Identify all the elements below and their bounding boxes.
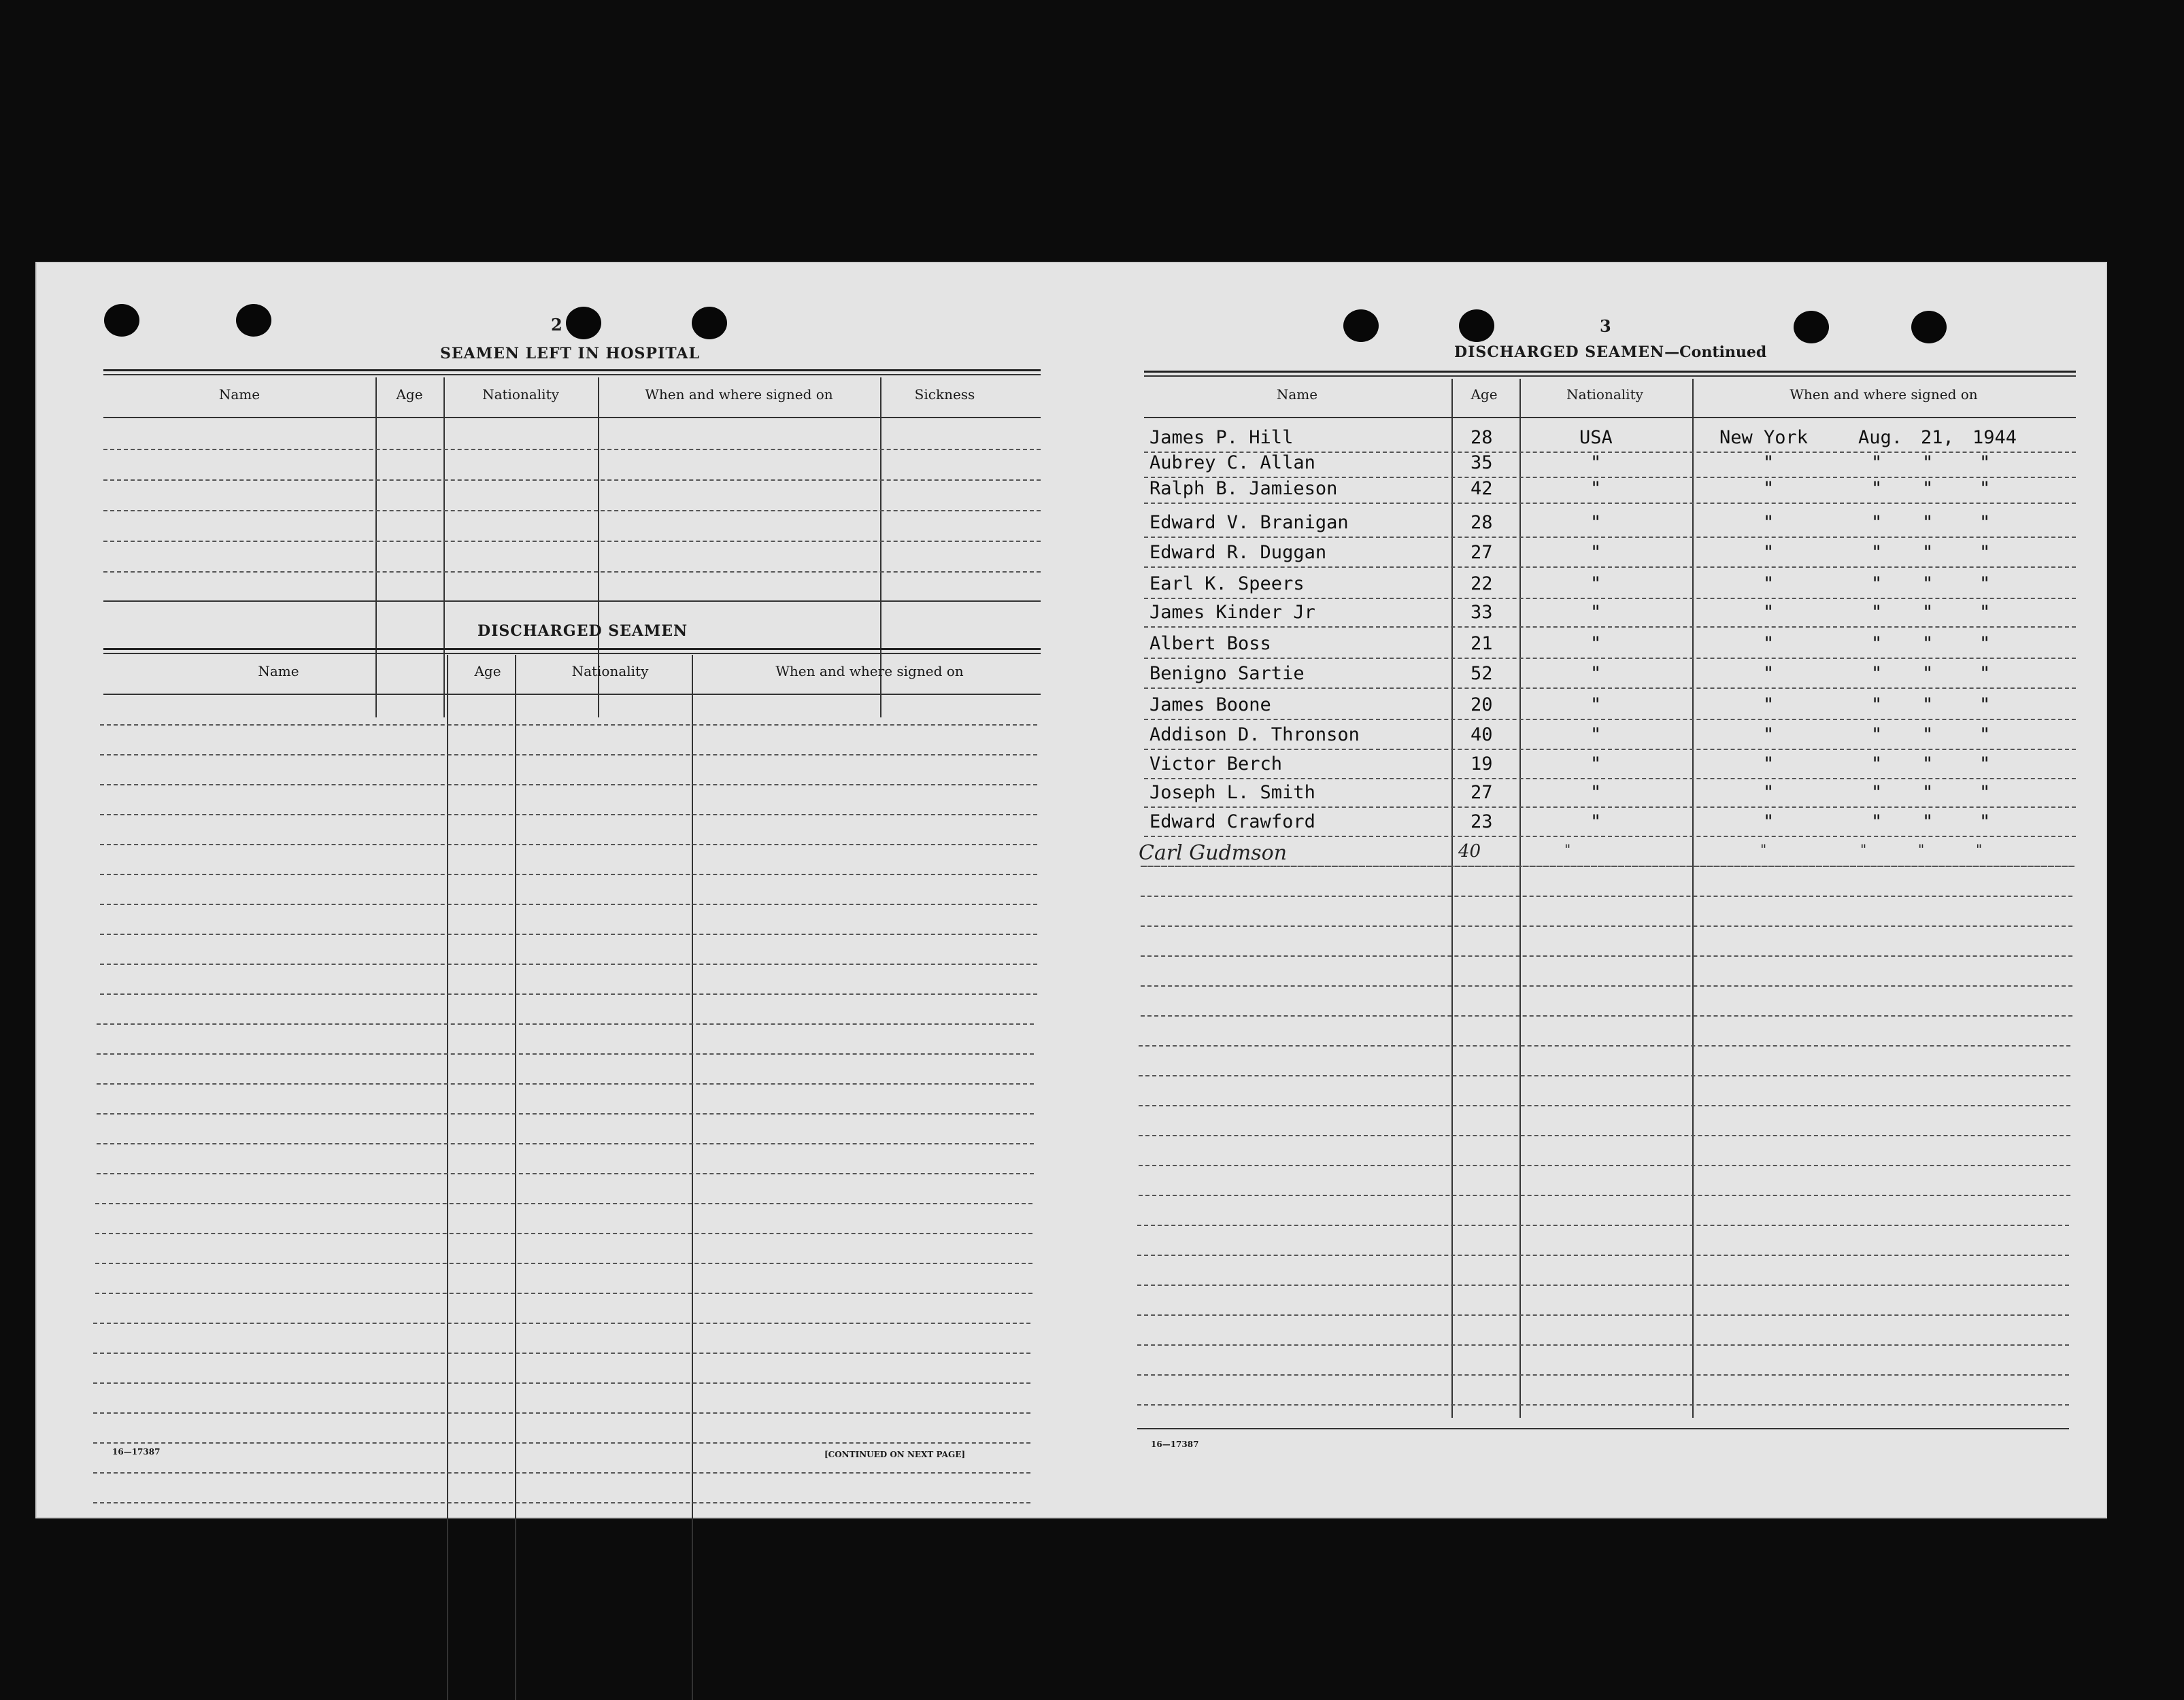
signed-on-month: " xyxy=(1871,724,1883,745)
seaman-age: 19 xyxy=(1471,753,1493,775)
signed-on-place: " xyxy=(1763,753,1775,775)
row-line xyxy=(1144,658,2076,659)
handwritten-age: 40 xyxy=(1458,841,1481,862)
signed-on-day: " xyxy=(1922,602,1934,623)
row-line xyxy=(1144,836,2076,837)
title-rule xyxy=(103,653,1041,654)
signed-on-year: " xyxy=(1979,782,1991,803)
column-header-signed-on: When and where signed on xyxy=(1790,386,1978,403)
table-end-rule xyxy=(103,600,1041,602)
punch-hole xyxy=(1459,309,1494,342)
signed-on-month: " xyxy=(1871,602,1883,623)
signed-on-day: " xyxy=(1922,452,1934,473)
ditto-mark: " xyxy=(1976,841,1983,857)
signed-on-place: " xyxy=(1763,542,1775,563)
signed-on-day: " xyxy=(1922,694,1934,715)
seaman-age: 23 xyxy=(1471,811,1493,832)
seaman-name: James P. Hill xyxy=(1149,427,1294,448)
header-rule xyxy=(103,417,1041,418)
column-divider xyxy=(1692,379,1694,1418)
seaman-age: 42 xyxy=(1471,478,1493,499)
seaman-name: Edward Crawford xyxy=(1149,811,1315,832)
signed-on-year: " xyxy=(1979,811,1991,832)
row-line xyxy=(103,541,1041,542)
title-rule xyxy=(103,369,1041,371)
seaman-nationality: " xyxy=(1590,512,1602,533)
signed-on-year: " xyxy=(1979,724,1991,745)
signed-on-day: " xyxy=(1922,782,1934,803)
signed-on-month: " xyxy=(1871,573,1883,594)
signed-on-day: " xyxy=(1922,753,1934,775)
column-header-name: Name xyxy=(258,663,299,679)
seaman-nationality: " xyxy=(1590,753,1602,775)
handwritten-name: Carl Gudmson xyxy=(1139,841,1288,865)
seaman-age: 28 xyxy=(1471,427,1493,448)
signed-on-month: Aug. xyxy=(1858,427,1903,448)
form-number: 16—17387 xyxy=(112,1447,161,1457)
punch-hole xyxy=(692,307,727,339)
seaman-name: Edward V. Branigan xyxy=(1149,512,1349,533)
row-line xyxy=(1144,719,2076,720)
seaman-name: Earl K. Speers xyxy=(1149,573,1305,594)
seaman-nationality: " xyxy=(1590,452,1602,473)
signed-on-day: " xyxy=(1922,811,1934,832)
seaman-name: Addison D. Thronson xyxy=(1149,724,1360,745)
row-line xyxy=(103,510,1041,511)
signed-on-month: " xyxy=(1871,452,1883,473)
column-divider xyxy=(447,655,448,1700)
section-title: DISCHARGED SEAMEN xyxy=(1454,343,1665,361)
ditto-mark: " xyxy=(1918,841,1925,857)
signed-on-day: " xyxy=(1922,724,1934,745)
punch-hole xyxy=(1794,311,1829,343)
row-line xyxy=(1144,566,2076,568)
seaman-age: 27 xyxy=(1471,542,1493,563)
column-divider xyxy=(1519,379,1521,1418)
seaman-age: 52 xyxy=(1471,663,1493,684)
seaman-name: Aubrey C. Allan xyxy=(1149,452,1315,473)
seaman-nationality: " xyxy=(1590,573,1602,594)
hospital-section-title: SEAMEN LEFT IN HOSPITAL xyxy=(440,345,700,362)
row-line xyxy=(1144,778,2076,779)
signed-on-year: " xyxy=(1979,573,1991,594)
seaman-nationality: " xyxy=(1590,602,1602,623)
signed-on-day: " xyxy=(1922,663,1934,684)
seaman-name: James Kinder Jr xyxy=(1149,602,1315,623)
signed-on-year: " xyxy=(1979,694,1991,715)
signed-on-month: " xyxy=(1871,782,1883,803)
seaman-name: Ralph B. Jamieson xyxy=(1149,478,1338,499)
signed-on-day: " xyxy=(1922,633,1934,654)
seaman-nationality: USA xyxy=(1579,427,1613,448)
title-rule xyxy=(1144,371,2076,373)
signed-on-place: " xyxy=(1763,512,1775,533)
column-header-name: Name xyxy=(218,386,261,403)
title-rule xyxy=(103,648,1041,650)
signed-on-month: " xyxy=(1871,753,1883,775)
signed-on-year: " xyxy=(1979,478,1991,499)
row-line xyxy=(1144,806,2076,808)
column-divider xyxy=(692,655,693,1700)
row-line xyxy=(103,449,1041,450)
signed-on-year: " xyxy=(1979,663,1991,684)
seaman-age: 40 xyxy=(1471,724,1493,745)
column-header-age: Age xyxy=(474,663,501,679)
signed-on-month: " xyxy=(1871,478,1883,499)
column-header-sickness: Sickness xyxy=(914,386,975,403)
row-line xyxy=(103,571,1041,573)
signed-on-place: " xyxy=(1763,478,1775,499)
table-end-rule xyxy=(1137,1428,2069,1429)
signed-on-place: " xyxy=(1763,633,1775,654)
seaman-nationality: " xyxy=(1590,782,1602,803)
punch-hole xyxy=(104,304,139,337)
signed-on-place: " xyxy=(1763,694,1775,715)
column-header-nationality: Nationality xyxy=(1566,386,1643,403)
column-header-signed-on: When and where signed on xyxy=(775,663,964,679)
title-rule xyxy=(103,374,1041,375)
title-rule xyxy=(1144,375,2076,377)
row-line xyxy=(1144,749,2076,750)
row-line xyxy=(1144,503,2076,504)
punch-hole xyxy=(1343,309,1379,342)
ditto-mark: " xyxy=(1564,841,1571,857)
seaman-nationality: " xyxy=(1590,663,1602,684)
column-header-nationality: Nationality xyxy=(482,386,559,403)
signed-on-month: " xyxy=(1871,811,1883,832)
column-divider xyxy=(1451,379,1453,1418)
signed-on-day: 21, xyxy=(1921,427,1954,448)
seaman-name: Joseph L. Smith xyxy=(1149,782,1315,803)
row-line xyxy=(1144,687,2076,689)
signed-on-place: " xyxy=(1763,602,1775,623)
signed-on-year: " xyxy=(1979,452,1991,473)
ditto-mark: " xyxy=(1860,841,1867,857)
column-header-age: Age xyxy=(396,386,423,403)
signed-on-place: New York xyxy=(1719,427,1809,448)
seaman-age: 22 xyxy=(1471,573,1493,594)
seaman-nationality: " xyxy=(1590,633,1602,654)
ledger-sheet xyxy=(35,262,2107,1518)
ditto-mark: " xyxy=(1760,841,1767,857)
seaman-age: 28 xyxy=(1471,512,1493,533)
page-number: 3 xyxy=(1600,316,1611,336)
form-number: 16—17387 xyxy=(1151,1440,1199,1449)
seaman-nationality: " xyxy=(1590,694,1602,715)
signed-on-year: 1944 xyxy=(1972,427,2017,448)
signed-on-place: " xyxy=(1763,724,1775,745)
discharged-section-title: DISCHARGED SEAMEN xyxy=(477,622,688,640)
seaman-name: Edward R. Duggan xyxy=(1149,542,1327,563)
signed-on-day: " xyxy=(1922,512,1934,533)
signed-on-month: " xyxy=(1871,512,1883,533)
signed-on-year: " xyxy=(1979,602,1991,623)
punch-hole xyxy=(566,307,601,339)
signed-on-year: " xyxy=(1979,633,1991,654)
seaman-nationality: " xyxy=(1590,478,1602,499)
header-rule xyxy=(103,694,1041,695)
signed-on-year: " xyxy=(1979,542,1991,563)
signed-on-month: " xyxy=(1871,694,1883,715)
signed-on-place: " xyxy=(1763,811,1775,832)
seaman-age: 21 xyxy=(1471,633,1493,654)
discharged-continued-title xyxy=(1454,343,1766,361)
punch-hole xyxy=(1911,311,1947,343)
column-header-name: Name xyxy=(1276,386,1318,403)
seaman-name: Benigno Sartie xyxy=(1149,663,1305,684)
seaman-age: 20 xyxy=(1471,694,1493,715)
column-divider xyxy=(515,655,516,1700)
section-title-suffix: —Continued xyxy=(1664,343,1767,361)
seaman-name: Albert Boss xyxy=(1149,633,1271,654)
signed-on-place: " xyxy=(1763,452,1775,473)
seaman-age: 33 xyxy=(1471,602,1493,623)
row-line xyxy=(1144,598,2076,599)
punch-hole xyxy=(236,304,271,337)
signed-on-month: " xyxy=(1871,633,1883,654)
seaman-nationality: " xyxy=(1590,811,1602,832)
seaman-nationality: " xyxy=(1590,724,1602,745)
continued-note: [CONTINUED ON NEXT PAGE] xyxy=(824,1450,966,1459)
signed-on-day: " xyxy=(1922,478,1934,499)
signed-on-month: " xyxy=(1871,663,1883,684)
signed-on-place: " xyxy=(1763,573,1775,594)
page-number: 2 xyxy=(551,315,562,335)
seaman-age: 35 xyxy=(1471,452,1493,473)
row-line xyxy=(1144,626,2076,628)
seaman-age: 27 xyxy=(1471,782,1493,803)
signed-on-month: " xyxy=(1871,542,1883,563)
row-line xyxy=(103,479,1041,481)
seaman-name: James Boone xyxy=(1149,694,1271,715)
seaman-name: Victor Berch xyxy=(1149,753,1283,775)
column-header-nationality: Nationality xyxy=(571,663,649,679)
signed-on-place: " xyxy=(1763,782,1775,803)
signed-on-year: " xyxy=(1979,512,1991,533)
column-header-signed-on: When and where signed on xyxy=(645,386,833,403)
signed-on-day: " xyxy=(1922,542,1934,563)
row-line xyxy=(1144,537,2076,538)
signed-on-place: " xyxy=(1763,663,1775,684)
signed-on-day: " xyxy=(1922,573,1934,594)
header-rule xyxy=(1144,417,2076,418)
signed-on-year: " xyxy=(1979,753,1991,775)
seaman-nationality: " xyxy=(1590,542,1602,563)
column-header-age: Age xyxy=(1471,386,1498,403)
